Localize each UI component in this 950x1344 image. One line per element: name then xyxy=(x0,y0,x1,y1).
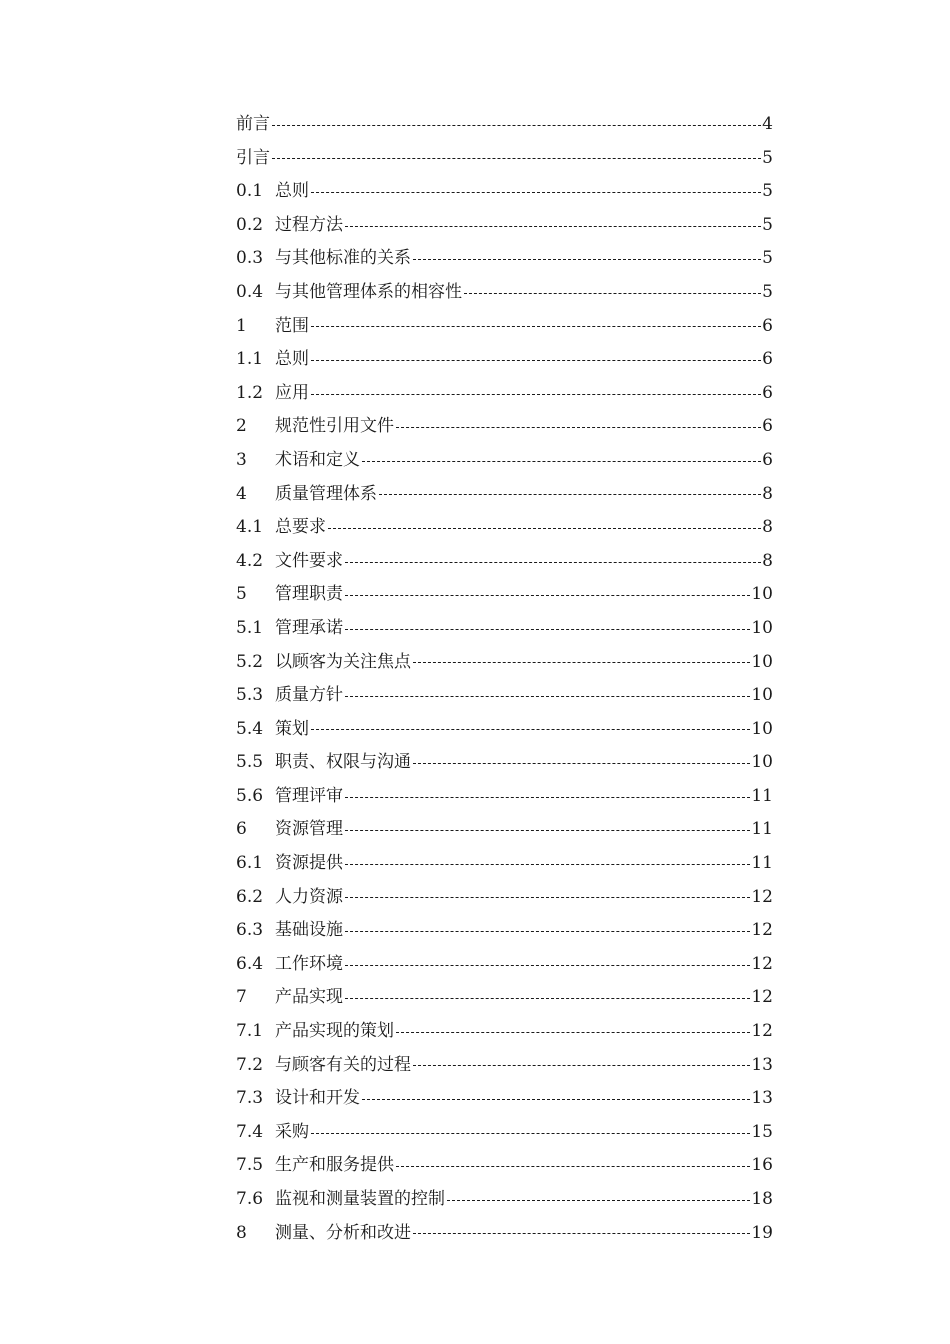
toc-entry-title: 与顾客有关的过程 xyxy=(275,1054,411,1075)
toc-entry[interactable] xyxy=(236,1015,773,1049)
toc-entry-page-number: 6 xyxy=(762,416,773,437)
toc-dot-leader xyxy=(311,326,761,328)
toc-entry-page-number: 10 xyxy=(751,617,773,638)
toc-dot-leader xyxy=(311,192,761,194)
toc-entry-number: 0.1 xyxy=(236,181,264,202)
toc-entry-page-number: 12 xyxy=(751,987,773,1008)
toc-entry[interactable] xyxy=(236,511,773,545)
toc-entry[interactable] xyxy=(236,847,773,881)
toc-entry-page-number: 6 xyxy=(762,349,773,370)
toc-entry-page-number: 5 xyxy=(762,181,773,202)
toc-entry-title: 范围 xyxy=(275,315,309,336)
toc-dot-leader xyxy=(362,1099,750,1101)
toc-entry-number: 0.2 xyxy=(236,214,264,235)
toc-entry-page-number: 6 xyxy=(762,449,773,470)
toc-entry-number: 6 xyxy=(236,819,247,840)
toc-entry[interactable] xyxy=(236,209,773,243)
toc-entry[interactable] xyxy=(236,1116,773,1150)
toc-entry-title: 前言 xyxy=(236,114,270,134)
toc-entry-title: 以顾客为关注焦点 xyxy=(275,651,411,672)
toc-entry[interactable] xyxy=(236,1149,773,1183)
toc-entry[interactable] xyxy=(236,612,773,646)
toc-entry-number: 1 xyxy=(236,315,247,336)
toc-entry-number: 6.3 xyxy=(236,920,264,941)
toc-dot-leader xyxy=(345,965,750,967)
toc-entry-title: 生产和服务提供 xyxy=(275,1155,394,1176)
toc-entry-number: 1.2 xyxy=(236,382,264,403)
toc-entry-title: 术语和定义 xyxy=(275,449,360,470)
table-of-contents xyxy=(236,108,773,1250)
toc-dot-leader xyxy=(379,494,761,496)
toc-entry-page-number: 8 xyxy=(762,483,773,504)
toc-entry-page-number: 5 xyxy=(762,281,773,302)
toc-dot-leader xyxy=(345,562,761,564)
toc-entry-number: 3 xyxy=(236,449,247,470)
toc-dot-leader xyxy=(311,394,761,396)
toc-entry-number: 4.1 xyxy=(236,517,264,538)
toc-entry-title: 总则 xyxy=(275,349,309,370)
toc-entry-number: 5.3 xyxy=(236,685,264,706)
toc-entry-number: 5.5 xyxy=(236,752,264,773)
toc-entry[interactable] xyxy=(236,679,773,713)
toc-entry-title: 产品实现 xyxy=(275,987,343,1008)
toc-entry-page-number: 11 xyxy=(751,785,773,806)
toc-entry-title: 工作环境 xyxy=(275,953,343,974)
toc-dot-leader xyxy=(311,1133,750,1135)
toc-entry-number: 7.4 xyxy=(236,1121,264,1142)
toc-entry-number: 0.4 xyxy=(236,281,264,302)
toc-entry-page-number: 15 xyxy=(751,1121,773,1142)
toc-entry-page-number: 11 xyxy=(751,853,773,874)
toc-dot-leader xyxy=(345,696,750,698)
toc-entry[interactable] xyxy=(236,813,773,847)
toc-dot-leader xyxy=(345,629,750,631)
toc-entry-page-number: 10 xyxy=(751,651,773,672)
toc-dot-leader xyxy=(272,125,761,127)
toc-entry-title: 质量管理体系 xyxy=(275,483,377,504)
toc-entry-page-number: 12 xyxy=(751,1021,773,1042)
toc-entry-title: 设计和开发 xyxy=(275,1088,360,1109)
toc-entry-page-number: 10 xyxy=(751,584,773,605)
toc-entry-page-number: 11 xyxy=(751,819,773,840)
toc-entry-number: 5.2 xyxy=(236,651,264,672)
toc-entry-title: 总要求 xyxy=(275,517,326,538)
toc-dot-leader xyxy=(413,763,750,765)
toc-entry[interactable] xyxy=(236,948,773,982)
toc-entry[interactable] xyxy=(236,578,773,612)
toc-entry-title: 策划 xyxy=(275,718,309,739)
toc-dot-leader xyxy=(311,360,761,362)
toc-entry[interactable] xyxy=(236,444,773,478)
toc-entry-number: 7.5 xyxy=(236,1155,264,1176)
toc-dot-leader xyxy=(396,1032,750,1034)
toc-entry-page-number: 10 xyxy=(751,718,773,739)
toc-entry-page-number: 5 xyxy=(762,248,773,269)
toc-entry-title: 与其他管理体系的相容性 xyxy=(275,281,462,302)
toc-entry-number: 8 xyxy=(236,1222,247,1243)
toc-dot-leader xyxy=(447,1200,750,1202)
toc-entry[interactable] xyxy=(236,545,773,579)
toc-entry-number: 5.6 xyxy=(236,785,264,806)
toc-entry-number: 5.4 xyxy=(236,718,264,739)
toc-entry-number: 5.1 xyxy=(236,617,264,638)
toc-entry-number: 6.4 xyxy=(236,953,264,974)
toc-entry[interactable] xyxy=(236,1183,773,1217)
toc-dot-leader xyxy=(396,1166,750,1168)
toc-entry[interactable] xyxy=(236,377,773,411)
toc-entry-title: 产品实现的策划 xyxy=(275,1021,394,1042)
toc-entry-page-number: 4 xyxy=(762,114,773,134)
toc-entry-number: 7.3 xyxy=(236,1088,264,1109)
toc-dot-leader xyxy=(272,158,761,160)
toc-entry[interactable] xyxy=(236,914,773,948)
toc-entry-number: 7.1 xyxy=(236,1021,264,1042)
toc-entry[interactable] xyxy=(236,478,773,512)
toc-entry-title: 人力资源 xyxy=(275,886,343,907)
toc-entry-number: 4.2 xyxy=(236,550,264,571)
toc-dot-leader xyxy=(413,1065,750,1067)
toc-dot-leader xyxy=(413,1233,750,1235)
toc-dot-leader xyxy=(396,427,761,429)
toc-entry[interactable] xyxy=(236,1049,773,1083)
toc-entry-page-number: 10 xyxy=(751,752,773,773)
toc-entry-title: 管理职责 xyxy=(275,584,343,605)
toc-entry-title: 质量方针 xyxy=(275,685,343,706)
toc-entry-title: 资源提供 xyxy=(275,853,343,874)
toc-entry-title: 测量、分析和改进 xyxy=(275,1222,411,1243)
toc-entry-title: 基础设施 xyxy=(275,920,343,941)
toc-entry[interactable] xyxy=(236,276,773,310)
toc-entry-page-number: 5 xyxy=(762,214,773,235)
toc-entry-title: 应用 xyxy=(275,382,309,403)
toc-dot-leader xyxy=(311,729,750,731)
toc-entry-page-number: 12 xyxy=(751,953,773,974)
toc-entry-page-number: 18 xyxy=(751,1189,773,1209)
toc-entry-title: 引言 xyxy=(236,147,270,168)
toc-entry[interactable] xyxy=(236,713,773,747)
toc-entry[interactable] xyxy=(236,242,773,276)
toc-dot-leader xyxy=(328,528,761,530)
toc-entry-number: 1.1 xyxy=(236,349,264,370)
toc-entry-title: 资源管理 xyxy=(275,819,343,840)
toc-entry[interactable] xyxy=(236,108,773,142)
toc-entry-number: 6.2 xyxy=(236,886,264,907)
toc-entry-title: 监视和测量装置的控制 xyxy=(275,1189,445,1209)
toc-entry-number: 5 xyxy=(236,584,247,605)
toc-entry-page-number: 8 xyxy=(762,517,773,538)
toc-dot-leader xyxy=(464,293,761,295)
toc-entry-number: 4 xyxy=(236,483,247,504)
toc-entry-page-number: 10 xyxy=(751,685,773,706)
toc-entry-page-number: 19 xyxy=(751,1222,773,1243)
toc-dot-leader xyxy=(345,226,761,228)
toc-entry-title: 采购 xyxy=(275,1121,309,1142)
toc-entry-number: 2 xyxy=(236,416,247,437)
toc-entry-number: 7 xyxy=(236,987,247,1008)
toc-entry-number: 0.3 xyxy=(236,248,264,269)
toc-entry[interactable] xyxy=(236,175,773,209)
toc-entry[interactable] xyxy=(236,1082,773,1116)
toc-entry[interactable] xyxy=(236,310,773,344)
toc-dot-leader xyxy=(413,662,750,664)
toc-entry[interactable] xyxy=(236,746,773,780)
toc-entry-title: 规范性引用文件 xyxy=(275,416,394,437)
toc-entry[interactable] xyxy=(236,981,773,1015)
toc-entry-page-number: 12 xyxy=(751,886,773,907)
toc-entry-number: 7.2 xyxy=(236,1054,264,1075)
toc-entry-title: 过程方法 xyxy=(275,214,343,235)
toc-entry-number: 6.1 xyxy=(236,853,264,874)
toc-entry-title: 管理承诺 xyxy=(275,617,343,638)
toc-entry-title: 总则 xyxy=(275,181,309,202)
toc-entry[interactable] xyxy=(236,410,773,444)
toc-entry[interactable] xyxy=(236,881,773,915)
toc-dot-leader xyxy=(345,797,750,799)
toc-entry-page-number: 12 xyxy=(751,920,773,941)
toc-entry-page-number: 6 xyxy=(762,382,773,403)
toc-entry-page-number: 16 xyxy=(751,1155,773,1176)
toc-dot-leader xyxy=(413,259,761,261)
toc-entry[interactable] xyxy=(236,142,773,176)
toc-entry-title: 与其他标准的关系 xyxy=(275,248,411,269)
toc-dot-leader xyxy=(345,998,750,1000)
toc-dot-leader xyxy=(362,461,761,463)
toc-dot-leader xyxy=(345,830,750,832)
toc-entry[interactable] xyxy=(236,780,773,814)
toc-entry-number: 7.6 xyxy=(236,1189,264,1209)
toc-entry-title: 职责、权限与沟通 xyxy=(275,752,411,773)
toc-dot-leader xyxy=(345,897,750,899)
toc-entry-page-number: 5 xyxy=(762,147,773,168)
toc-entry[interactable] xyxy=(236,1217,773,1251)
toc-entry-title: 文件要求 xyxy=(275,550,343,571)
toc-dot-leader xyxy=(345,864,750,866)
toc-entry[interactable] xyxy=(236,343,773,377)
toc-entry-page-number: 6 xyxy=(762,315,773,336)
toc-entry-title: 管理评审 xyxy=(275,785,343,806)
toc-dot-leader xyxy=(345,931,750,933)
toc-entry-page-number: 8 xyxy=(762,550,773,571)
toc-entry-page-number: 13 xyxy=(751,1088,773,1109)
toc-dot-leader xyxy=(345,595,750,597)
toc-entry-page-number: 13 xyxy=(751,1054,773,1075)
toc-entry[interactable] xyxy=(236,646,773,680)
